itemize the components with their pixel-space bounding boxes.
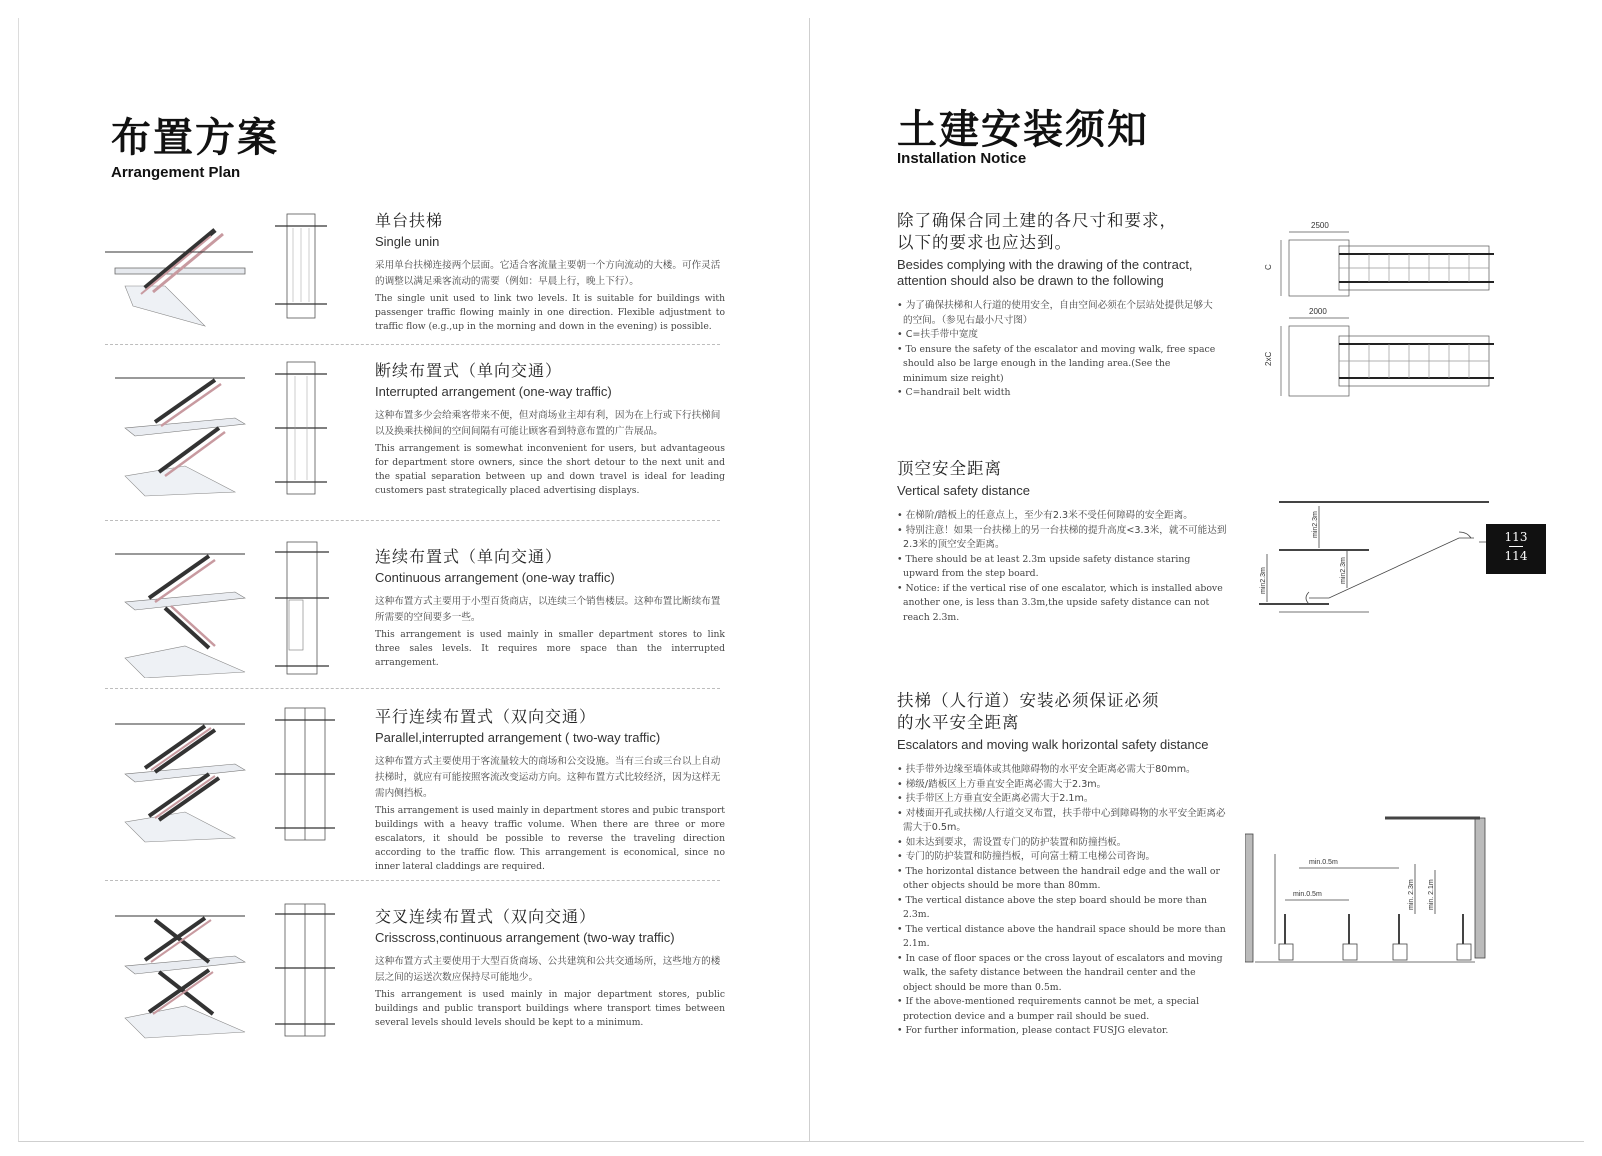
list-item: • The vertical distance above the step board should be more than 2.3m. <box>897 894 1227 923</box>
horizontal-safety-diagram <box>1245 814 1505 974</box>
page-number-tab <box>1486 524 1546 574</box>
list-item: • 在梯阶/踏板上的任意点上，至少有2.3米不受任何障碍的安全距离。 <box>897 509 1227 524</box>
list-item: • 扶手带外边缘至墙体或其他障碍物的水平安全距离必需大于80mm。 <box>897 763 1227 778</box>
dimension-label: 2500 <box>1311 221 1329 230</box>
dimension-label: min2.3m <box>1312 511 1319 538</box>
list-item: • 梯级/踏板区上方垂直安全距离必需大于2.3m。 <box>897 778 1227 793</box>
block-horizontal-safety <box>897 690 1227 1039</box>
section-title-en: Crisscross,continuous arrangement (two-way traffic) <box>375 930 675 945</box>
section-title-en: Parallel,interrupted arrangement ( two-way traffic) <box>375 730 661 745</box>
block-heading-en: Besides complying with the drawing of the contract, attention should also be drawn to the following <box>897 257 1193 288</box>
dimension-label: 2xC <box>1264 351 1273 366</box>
list-item: • For further information, please contact FUSJG elevator. <box>897 1024 1227 1039</box>
left-title-zh: 布置方案 <box>111 114 279 161</box>
block-general-requirements <box>897 210 1217 401</box>
list-item: • 扶手带区上方垂直安全距离必需大于2.1m。 <box>897 792 1227 807</box>
escalator-plan-drawing <box>275 900 335 1040</box>
section-interrupted-one-way <box>105 358 745 508</box>
escalator-perspective-illustration <box>105 538 253 678</box>
section-crisscross-two-way <box>105 900 745 1050</box>
list-item: • C=handrail belt width <box>897 386 1217 401</box>
right-title-en: Installation Notice <box>897 150 1027 167</box>
section-body-en: This arrangement is used mainly in department stores and pubic transport buildings with a heavy traffic volume. When there are three or more escalators, it should be possible to reverse the traveling direction according to the traffic flow. This arrangement is economical, since no inner lateral claddings are required. <box>375 805 725 872</box>
escalator-perspective-illustration <box>105 208 253 328</box>
section-body-zh: 这种布置多少会给乘客带来不便，但对商场业主却有利，因为在上行或下行扶梯间以及换乘扶梯间的空间间隔有可能让顾客看到特意布置的广告展品。 <box>375 410 721 437</box>
section-title-zh: 单台扶梯 <box>375 211 444 230</box>
section-title-zh: 连续布置式（单向交通） <box>375 547 563 566</box>
dimension-label: min. 2.1m <box>1428 879 1435 910</box>
dimension-label: min. 2.3m <box>1408 879 1415 910</box>
requirements-list <box>897 763 1227 1039</box>
page-number-separator <box>1509 546 1523 547</box>
section-parallel-two-way <box>105 704 745 872</box>
section-body-zh: 这种布置方式主要使用于大型百货商场、公共建筑和公共交通场所，这些地方的楼层之间的运送次数应保持尽可能地少。 <box>375 956 721 983</box>
page-number-bottom: 114 <box>1504 549 1528 563</box>
brochure-spread <box>18 18 1584 1142</box>
escalator-plan-drawing <box>275 208 335 328</box>
list-item: • 如未达到要求，需设置专门的防护装置和防撞挡板。 <box>897 836 1227 851</box>
minimum-space-diagram <box>1259 218 1509 398</box>
dimension-label: min.0.5m <box>1293 891 1322 898</box>
block-vertical-safety <box>897 458 1227 625</box>
section-title-zh: 断续布置式（单向交通） <box>375 361 563 380</box>
right-page <box>809 18 1585 1141</box>
section-body-en: This arrangement is somewhat inconvenient for users, but advantageous for department store owners, since the short detour to the next unit and the spatial separation between up and down travel is ideal for leading customers past strategically placed advertising displays. <box>375 443 725 496</box>
section-continuous-one-way <box>105 538 745 688</box>
section-divider <box>105 344 720 345</box>
section-body-en: This arrangement is used mainly in smaller department stores to link three sales levels. It requires more space than the interrupted arrangement. <box>375 629 725 668</box>
section-title-en: Continuous arrangement (one-way traffic) <box>375 570 615 585</box>
escalator-perspective-illustration <box>105 900 253 1040</box>
escalator-plan-drawing <box>275 538 335 678</box>
left-page <box>19 18 809 1141</box>
escalator-perspective-illustration <box>105 358 253 498</box>
list-item: • 对楼面开孔或扶梯/人行道交叉布置，扶手带中心到障碍物的水平安全距离必需大于0.5m。 <box>897 807 1227 836</box>
page-number-top: 113 <box>1504 530 1528 544</box>
section-body-zh: 这种布置方式主要用于小型百货商店，以连续三个销售楼层。这种布置比断续布置所需要的空间要多一些。 <box>375 596 721 623</box>
left-title-en: Arrangement Plan <box>111 164 241 181</box>
section-body-zh: 这种布置方式主要使用于客流量较大的商场和公交设施。当有三台或三台以上自动扶梯时，就应有可能按照客流改变运动方向。这种布置方式比较经济，因为这样无需内侧挡板。 <box>375 756 721 799</box>
requirements-list <box>897 509 1227 625</box>
section-divider <box>105 520 720 521</box>
section-body-en: The single unit used to link two levels. It is suitable for buildings with passenger traffic flowing mainly in one direction. Flexible adjustment to traffic flow (e.g.,up in the morning and down in the evening) is possible. <box>375 293 725 332</box>
block-heading-zh: 除了确保合同土建的各尺寸和要求， <box>897 211 1177 230</box>
list-item: • 为了确保扶梯和人行道的使用安全，自由空间必须在个层站处提供足够大的空间。（参见右最小尺寸图） <box>897 299 1217 328</box>
dimension-label: 2000 <box>1309 307 1327 316</box>
list-item: • Notice: if the vertical rise of one escalator, which is installed above another one, is less than 3.3m,the upside safety distance can not reach 2.3m. <box>897 582 1227 626</box>
escalator-plan-drawing <box>275 704 335 844</box>
list-item: • To ensure the safety of the escalator and moving walk, free space should also be large enough in the landing area.(See the minimum size reight) <box>897 343 1217 387</box>
section-title-zh: 平行连续布置式（双向交通） <box>375 707 597 726</box>
escalator-perspective-illustration <box>105 704 253 844</box>
dimension-label: min2.3m <box>1340 557 1347 584</box>
section-title-zh: 交叉连续布置式（双向交通） <box>375 907 597 926</box>
list-item: • There should be at least 2.3m upside safety distance staring upward from the step board. <box>897 553 1227 582</box>
list-item: • 专门的防护装置和防撞挡板，可向富士精工电梯公司咨询。 <box>897 850 1227 865</box>
right-title-zh: 土建安装须知 <box>897 106 1149 153</box>
list-item: • 特别注意！如果一台扶梯上的另一台扶梯的提升高度<3.3米，就不可能达到2.3米的顶空安全距离。 <box>897 524 1227 553</box>
section-body-en: This arrangement is used mainly in major department stores, public buildings and public transport buildings where transport times between several levels should levels should be kept to a minimum. <box>375 989 725 1028</box>
list-item: • The horizontal distance between the handrail edge and the wall or other objects should be more than 80mm. <box>897 865 1227 894</box>
section-title-en: Interrupted arrangement (one-way traffic) <box>375 384 612 399</box>
list-item: • The vertical distance above the handrail space should be more than 2.1m. <box>897 923 1227 952</box>
list-item: • C=扶手带中宽度 <box>897 328 1217 343</box>
section-title-en: Single unin <box>375 234 440 249</box>
requirements-list <box>897 299 1217 401</box>
vertical-safety-diagram <box>1259 488 1499 628</box>
dimension-label: C <box>1264 264 1273 270</box>
block-heading-zh: 以下的要求也应达到。 <box>897 233 1072 252</box>
block-heading-zh: 扶梯（人行道）安装必须保证必须 <box>897 691 1160 710</box>
dimension-label: min2.3m <box>1260 567 1267 594</box>
section-divider <box>105 688 720 689</box>
escalator-plan-drawing <box>275 358 335 498</box>
section-divider <box>105 880 720 881</box>
list-item: • If the above-mentioned requirements cannot be met, a special protection device and a bumper rail should be sued. <box>897 995 1227 1024</box>
section-single-unit <box>105 208 745 348</box>
section-body-zh: 采用单台扶梯连接两个层面。它适合客流量主要朝一个方向流动的大楼。可作灵活的调整以满足乘客流动的需要（例如：早晨上行，晚上下行）。 <box>375 260 721 287</box>
block-heading-en: Vertical safety distance <box>897 483 1030 498</box>
block-heading-zh: 的水平安全距离 <box>897 713 1020 732</box>
block-heading-zh: 顶空安全距离 <box>897 459 1002 478</box>
list-item: • In case of floor spaces or the cross layout of escalators and moving walk, the safety distance between the handrail center and the object should be more than 0.5m. <box>897 952 1227 996</box>
dimension-label: min.0.5m <box>1309 859 1338 866</box>
block-heading-en: Escalators and moving walk horizontal safety distance <box>897 737 1209 752</box>
